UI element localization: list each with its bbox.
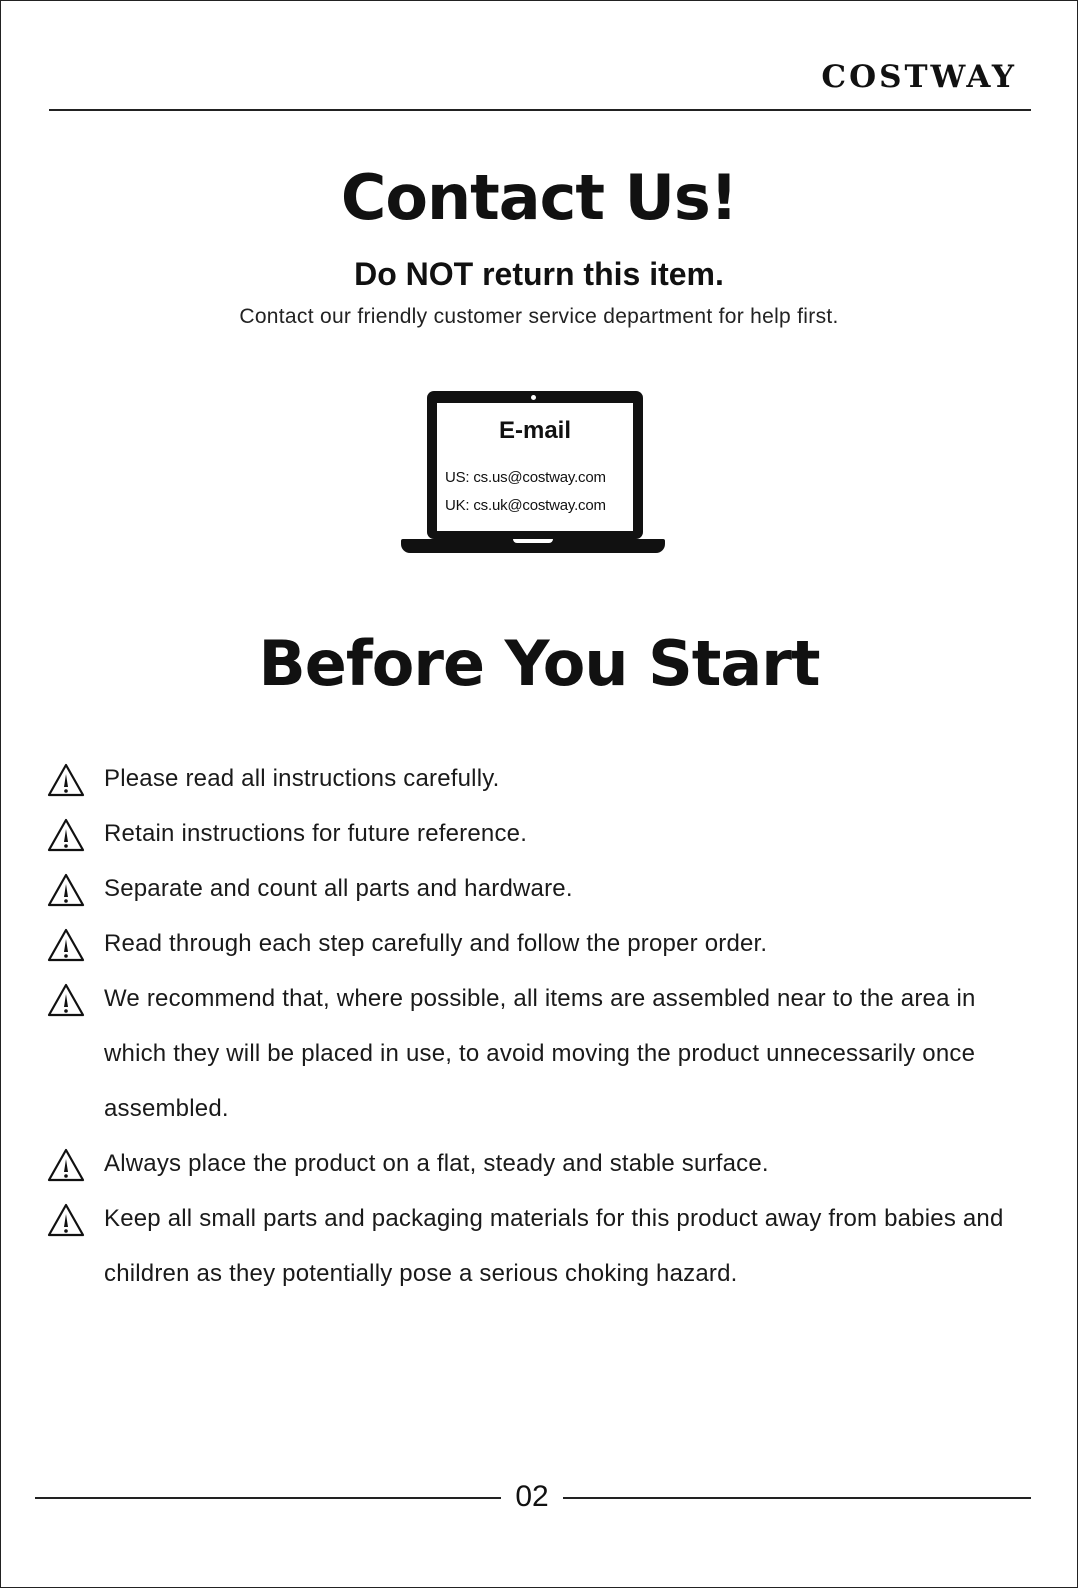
before-you-start-title: Before You Start [258, 627, 820, 700]
item-text: We recommend that, where possible, all items are assembled near to the area in which they will be placed in use, to avoid moving the product unnecessarily once assembled. [104, 985, 976, 1122]
warning-icon [47, 763, 85, 797]
header-divider [49, 109, 1031, 111]
camera-dot [531, 395, 536, 400]
warning-icon [47, 873, 85, 907]
laptop-notch [513, 539, 553, 543]
list-item [47, 1136, 1037, 1191]
item-text: Retain instructions for future reference. [104, 820, 528, 847]
list-item [47, 861, 1037, 916]
contact-lead: Contact our friendly customer service department for help first. [239, 305, 839, 328]
warning-icon [47, 818, 85, 852]
email-us: US: cs.us@costway.com [445, 469, 606, 486]
list-item [47, 1191, 1037, 1301]
warning-icon [47, 928, 85, 962]
laptop-screen [437, 403, 633, 531]
list-item [47, 916, 1037, 971]
item-text: Separate and count all parts and hardware. [104, 875, 573, 902]
contact-subtitle: Do NOT return this item. [354, 256, 724, 292]
warning-icon [47, 983, 85, 1017]
email-heading: E-mail [498, 417, 572, 444]
page-number: 02 [515, 1480, 549, 1513]
item-text: Always place the product on a flat, steady and stable surface. [104, 1150, 769, 1177]
item-text: Read through each step carefully and follow the proper order. [104, 930, 768, 957]
email-uk: UK: cs.uk@costway.com [445, 497, 606, 514]
list-item [47, 806, 1037, 861]
warning-icon [47, 1203, 85, 1237]
brand-logo: COSTWAY [821, 59, 1017, 95]
laptop-illustration [401, 391, 671, 566]
list-item [47, 971, 1037, 1136]
laptop-lid [427, 391, 643, 539]
footer-divider-left [35, 1497, 501, 1499]
item-text: Keep all small parts and packaging materials for this product away from babies and children as they potentially pose a serious choking hazard. [104, 1205, 1004, 1287]
instruction-list [47, 751, 1037, 1301]
footer-divider-right [563, 1497, 1031, 1499]
contact-title: Contact Us! [340, 161, 738, 234]
item-text: Please read all instructions carefully. [104, 765, 500, 792]
list-item [47, 751, 1037, 806]
warning-icon [47, 1148, 85, 1182]
